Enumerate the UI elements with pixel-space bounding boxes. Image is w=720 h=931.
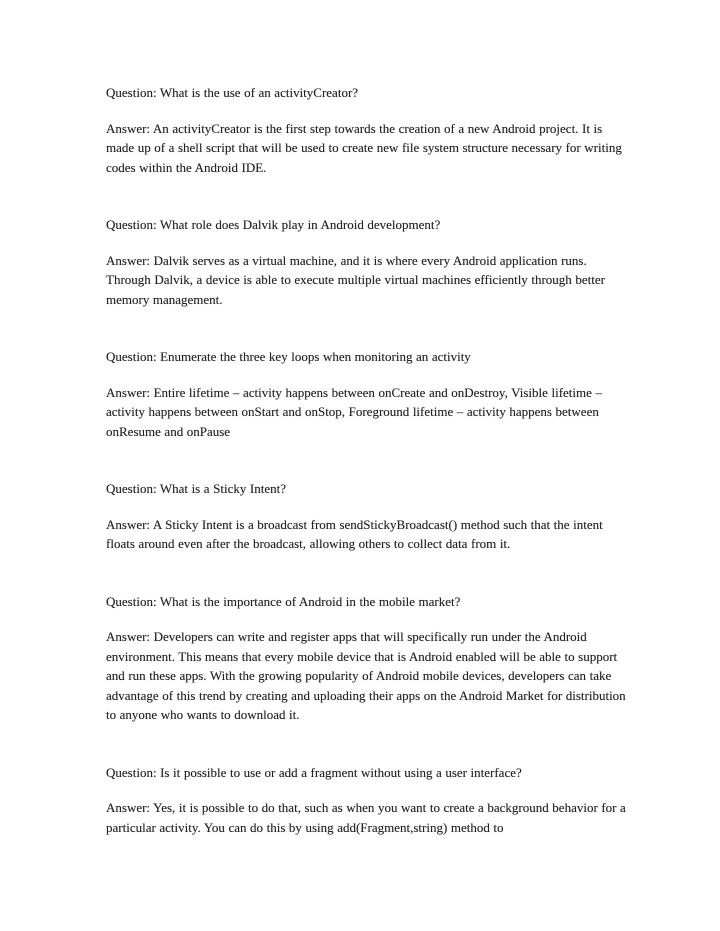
question-text-6: Question: Is it possible to use or add a fragment without using a user interface? (106, 764, 522, 780)
answer-text-1: Answer: An activityCreator is the first step towards the creation of a new Android project. It is made up of a shell script that will be used to create new file system structure necessary for writing codes within the Android IDE. (106, 120, 622, 175)
question-text-3: Question: Enumerate the three key loops when monitoring an activity (106, 349, 471, 364)
document-page (106, 83, 632, 837)
answer-text-5: Answer: Developers can write and register apps that will specifically run under the Android environment. This means that every mobile device that is Android enabled will be able to support and run these apps. With the growing popularity of Android mobile devices, developers can take advantage of this trend by creating and uploading their apps on the Android Market for distribution to anyone who wants to download it. (106, 629, 626, 722)
answer-text-6: Answer: Yes, it is possible to do that, such as when you want to create a background behavior for a particular activity. You can do this by using add(Fragment,string) method to (106, 800, 626, 835)
question-text-1: Question: What is the use of an activityCreator? (106, 85, 359, 100)
question-text-4: Question: What is a Sticky Intent? (106, 481, 286, 496)
qa-section-1 (106, 83, 632, 177)
qa-section-6 (106, 763, 632, 838)
qa-section-2 (106, 215, 632, 309)
qa-section-4 (106, 479, 632, 554)
qa-section-5 (106, 592, 632, 725)
answer-text-2: Answer: Dalvik serves as a virtual machine, and it is where every Android application runs. Through Dalvik, a device is able to execute multiple virtual machines efficiently through better memory management. (106, 252, 605, 307)
answer-text-4: Answer: A Sticky Intent is a broadcast from sendStickyBroadcast() method such that the intent floats around even after the broadcast, allowing others to collect data from it. (106, 516, 603, 551)
question-text-2: Question: What role does Dalvik play in Android development? (106, 217, 441, 232)
question-text-5: Question: What is the importance of Android in the mobile market? (106, 593, 461, 609)
answer-text-3: Answer: Entire lifetime – activity happens between onCreate and onDestroy, Visible lifetime – activity happens between onStart and onStop, Foreground lifetime – activity happens between onResume and onPause (106, 384, 602, 439)
qa-section-3 (106, 347, 632, 441)
